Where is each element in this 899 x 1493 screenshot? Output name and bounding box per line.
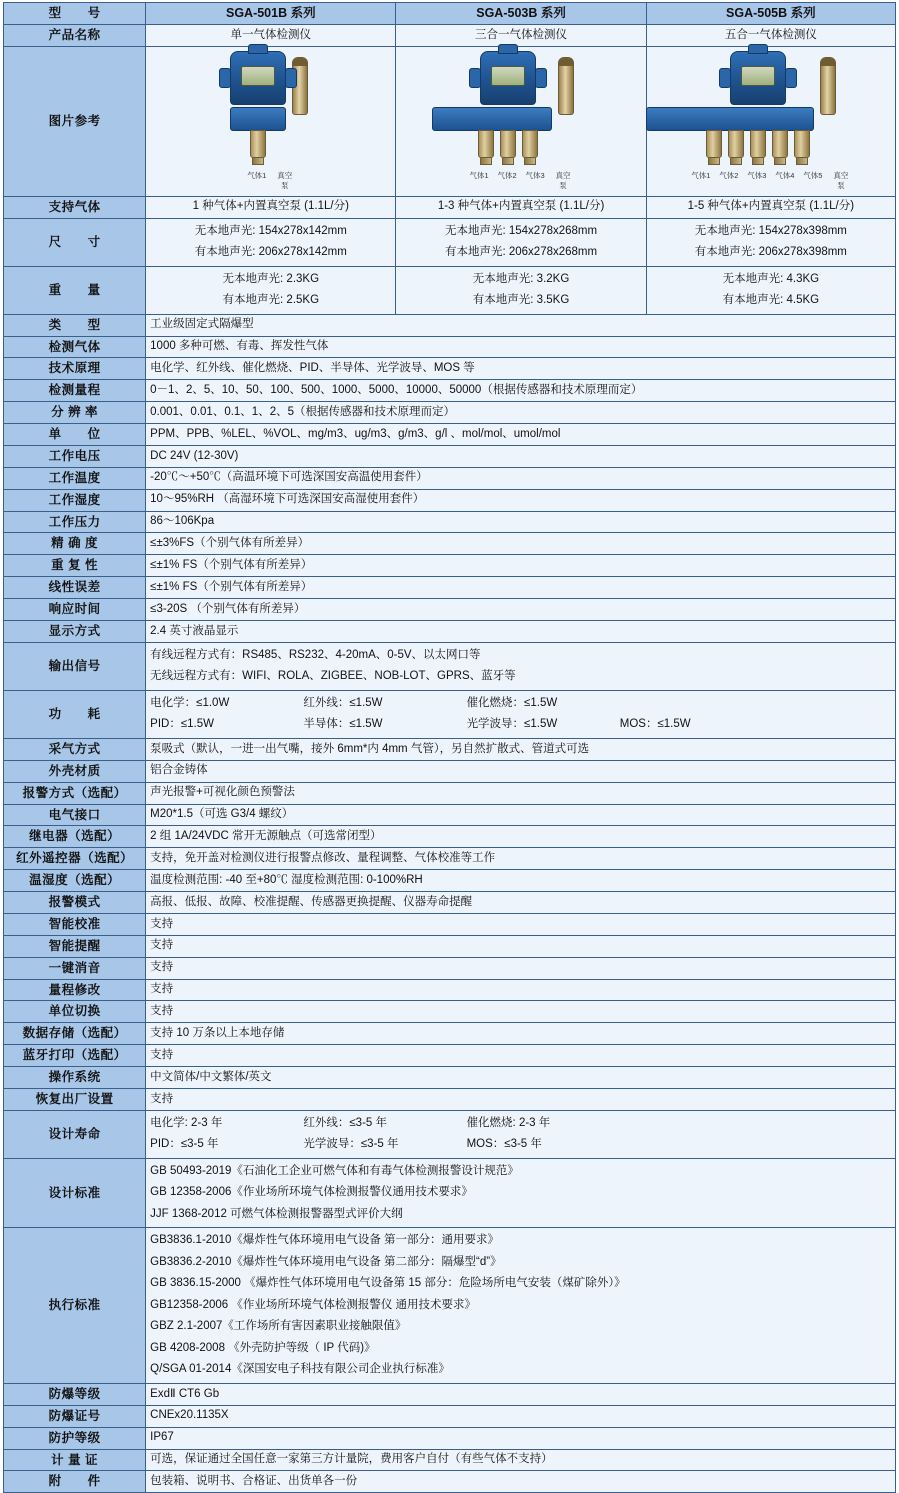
- caption-gas3: 气体3: [747, 171, 767, 181]
- row-label-size: 尺 寸: [4, 218, 146, 266]
- row-label-repeatability: 重 复 性: [4, 555, 146, 577]
- row-label-ex-cert: 防爆证号: [4, 1405, 146, 1427]
- row-value-pressure: 86～106Kpa: [146, 511, 896, 533]
- row-value-smart-reminder: 支持: [146, 935, 896, 957]
- caption-gas1: 气体1: [469, 171, 489, 181]
- table-row-display: [4, 620, 896, 642]
- table-row-smart-reminder: [4, 935, 896, 957]
- row-value-factory-reset: 支持: [146, 1088, 896, 1110]
- row-value-range-modify: 支持: [146, 979, 896, 1001]
- life-electrochemical: 电化学: 2-3 年: [150, 1116, 223, 1129]
- weight-505b-line1: 无本地声光: 4.3KG: [722, 272, 820, 285]
- power-catalytic: 催化燃烧：≤1.5W: [466, 696, 558, 709]
- table-row-electrical-interface: [4, 804, 896, 826]
- row-value-temperature: -20℃～+50℃（高温环境下可选深国安高温使用套件）: [146, 467, 896, 489]
- table-row-design-life: [4, 1110, 896, 1158]
- row-label-detect-gas: 检测气体: [4, 336, 146, 358]
- port-captions-505b: [651, 171, 891, 191]
- table-row-model: [4, 3, 896, 25]
- manifold-bar: [646, 107, 814, 131]
- table-row-accuracy: [4, 533, 896, 555]
- row-label-metrology-cert: 计 量 证: [4, 1449, 146, 1471]
- row-label-factory-reset: 恢复出厂设置: [4, 1088, 146, 1110]
- size-501b-line1: 无本地声光: 154x278x142mm: [194, 224, 347, 237]
- row-value-bluetooth-print: 支持: [146, 1045, 896, 1067]
- row-value-ir-remote: 支持，免开盖对检测仪进行报警点修改、量程调整、气体校准等工作: [146, 848, 896, 870]
- table-row-power: [4, 690, 896, 738]
- table-row-ip-grade: [4, 1427, 896, 1449]
- row-value-electrical-interface: M20*1.5（可选 G3/4 螺纹）: [146, 804, 896, 826]
- product-name-505b: 五合一气体检测仪: [646, 24, 895, 46]
- row-value-ex-cert: CNEx20.1135X: [146, 1405, 896, 1427]
- device-image-503b: [396, 46, 646, 196]
- table-row-ex-grade: [4, 1383, 896, 1405]
- row-label-temperature: 工作温度: [4, 467, 146, 489]
- table-row-repeatability: [4, 555, 896, 577]
- power-optical: 光学波导：≤1.5W: [466, 718, 558, 731]
- row-label-smart-calibration: 智能校准: [4, 913, 146, 935]
- gas-ports-5: [702, 130, 814, 165]
- row-label-pressure: 工作压力: [4, 511, 146, 533]
- row-value-shell-material: 铝合金铸体: [146, 760, 896, 782]
- power-mos: MOS：≤1.5W: [619, 718, 691, 731]
- row-label-display: 显示方式: [4, 620, 146, 642]
- table-row-ex-cert: [4, 1405, 896, 1427]
- caption-gas2: 气体2: [719, 171, 739, 181]
- table-row-unit-switch: [4, 1001, 896, 1023]
- design-standard-item: GB 12358-2006《作业场所环境气体检测报警仪通用技术要求》: [150, 1186, 473, 1199]
- row-label-ir-remote: 红外遥控器（选配）: [4, 848, 146, 870]
- weight-503b-line1: 无本地声光: 3.2KG: [472, 272, 570, 285]
- caption-gas5: 气体5: [803, 171, 823, 181]
- row-label-electrical-interface: 电气接口: [4, 804, 146, 826]
- power-electrochemical: 电化学：≤1.0W: [150, 696, 230, 709]
- row-label-alarm-type: 报警方式（选配）: [4, 782, 146, 804]
- row-value-metrology-cert: 可选，保证通过全国任意一家第三方计量院，费用客户自付（有些气体不支持）: [146, 1449, 896, 1471]
- row-value-data-storage: 支持 10 万条以上本地存储: [146, 1023, 896, 1045]
- row-value-accuracy: ≤±3%FS（个别气体有所差异）: [146, 533, 896, 555]
- size-505b-line2: 有本地声光: 206x278x398mm: [694, 246, 847, 259]
- row-value-detect-gas: 1000 多种可燃、有毒、挥发性气体: [146, 336, 896, 358]
- row-value-tech-principle: 电化学、红外线、催化燃烧、PID、半导体、光学波导、MOS 等: [146, 358, 896, 380]
- output-signal-wireless: 无线远程方式有：WIFI、ROLA、ZIGBEE、NOB-LOT、GPRS、蓝牙等: [150, 670, 516, 683]
- row-value-unit: PPM、PPB、%LEL、%VOL、mg/m3、ug/m3、g/m3、g/l 、mol/mol、umol/mol: [146, 424, 896, 446]
- table-row-humidity: [4, 489, 896, 511]
- table-row-image-ref: [4, 46, 896, 196]
- table-row-type: [4, 314, 896, 336]
- row-label-support-gas: 支持气体: [4, 196, 146, 218]
- table-row-detect-gas: [4, 336, 896, 358]
- row-value-humidity: 10～95%RH （高湿环境下可选深国安高湿使用套件）: [146, 489, 896, 511]
- design-standard-item: JJF 1368-2012 可燃气体检测报警器型式评价大纲: [150, 1207, 403, 1220]
- exec-standard-item: GBZ 2.1-2007《工作场所有害因素职业接触限值》: [150, 1320, 407, 1333]
- table-row-range-modify: [4, 979, 896, 1001]
- row-label-resolution: 分 辨 率: [4, 402, 146, 424]
- row-label-unit-switch: 单位切换: [4, 1001, 146, 1023]
- row-value-alarm-type: 声光报警+可视化颜色预警法: [146, 782, 896, 804]
- model-505b: SGA-505B 系列: [646, 3, 895, 25]
- row-value-output-signal: [146, 642, 896, 690]
- row-value-power: [146, 690, 896, 738]
- row-label-type: 类 型: [4, 314, 146, 336]
- row-value-resolution: 0.001、0.01、0.1、1、2、5（根据传感器和技术原理而定）: [146, 402, 896, 424]
- weight-505b: [646, 266, 895, 314]
- row-label-range: 检测量程: [4, 380, 146, 402]
- table-row-linearity: [4, 577, 896, 599]
- size-503b: [396, 218, 646, 266]
- row-label-one-key-mute: 一键消音: [4, 957, 146, 979]
- size-505b-line1: 无本地声光: 154x278x398mm: [694, 224, 847, 237]
- caption-pump: 真空泵: [833, 171, 849, 191]
- row-value-display: 2.4 英寸液晶显示: [146, 620, 896, 642]
- detector-head-icon: [730, 51, 786, 105]
- row-value-ip-grade: IP67: [146, 1427, 896, 1449]
- row-value-response-time: ≤3-20S （个别气体有所差异）: [146, 599, 896, 621]
- exec-standard-item: GB12358-2006 《作业场所环境气体检测报警仪 通用技术要求》: [150, 1298, 477, 1311]
- row-value-one-key-mute: 支持: [146, 957, 896, 979]
- life-pid: PID：≤3-5 年: [150, 1138, 219, 1151]
- support-gas-505b: 1-5 种气体+内置真空泵 (1.1L/分): [646, 196, 895, 218]
- table-row-metrology-cert: [4, 1449, 896, 1471]
- row-label-product-name: 产品名称: [4, 24, 146, 46]
- caption-gas1: 气体1: [247, 171, 267, 181]
- row-label-sampling: 采气方式: [4, 738, 146, 760]
- output-signal-wired: 有线远程方式有：RS485、RS232、4-20mA、0-5V、以太网口等: [150, 648, 481, 661]
- row-label-power: 功 耗: [4, 690, 146, 738]
- table-row-size: [4, 218, 896, 266]
- row-label-model: 型 号: [4, 3, 146, 25]
- row-value-accessories: 包装箱、说明书、合格证、出货单各一份: [146, 1471, 896, 1493]
- table-row-alarm-mode: [4, 892, 896, 914]
- row-value-sampling: 泵吸式（默认，一进一出气嘴，接外 6mm*内 4mm 气管），另自然扩散式、管道式可选: [146, 738, 896, 760]
- row-label-humidity: 工作湿度: [4, 489, 146, 511]
- exec-standard-item: GB3836.2-2010《爆炸性气体环境用电气设备 第二部分：隔爆型“d”》: [150, 1255, 502, 1268]
- power-line-1: [150, 693, 891, 715]
- life-infrared: 红外线：≤3-5 年: [303, 1116, 387, 1129]
- table-row-smart-calibration: [4, 913, 896, 935]
- life-catalytic: 催化燃烧: 2-3 年: [466, 1116, 551, 1129]
- table-row-pressure: [4, 511, 896, 533]
- weight-503b: [396, 266, 646, 314]
- product-name-503b: 三合一气体检测仪: [396, 24, 646, 46]
- caption-pump: 真空泵: [555, 171, 571, 191]
- power-pid: PID：≤1.5W: [150, 718, 214, 731]
- row-value-design-standard: [146, 1158, 896, 1228]
- port-captions-503b: [400, 171, 641, 191]
- manifold-bar: [230, 107, 286, 131]
- weight-501b-line2: 有本地声光: 2.5KG: [222, 294, 320, 307]
- row-label-design-life: 设计寿命: [4, 1110, 146, 1158]
- table-row-output-signal: [4, 642, 896, 690]
- table-row-factory-reset: [4, 1088, 896, 1110]
- row-label-smart-reminder: 智能提醒: [4, 935, 146, 957]
- row-value-voltage: DC 24V (12-30V): [146, 445, 896, 467]
- detector-head-icon: [480, 51, 536, 105]
- row-label-accuracy: 精 确 度: [4, 533, 146, 555]
- row-value-range: 0－1、2、5、10、50、100、500、1000、5000、10000、50000（根据传感器和技术原理而定）: [146, 380, 896, 402]
- row-label-range-modify: 量程修改: [4, 979, 146, 1001]
- support-gas-501b: 1 种气体+内置真空泵 (1.1L/分): [146, 196, 396, 218]
- table-row-bluetooth-print: [4, 1045, 896, 1067]
- table-row-design-standard: [4, 1158, 896, 1228]
- row-label-design-standard: 设计标准: [4, 1158, 146, 1228]
- exec-standard-item: GB 3836.15-2000 《爆炸性气体环境用电气设备第 15 部分：危险场所电气安装（煤矿除外）》: [150, 1277, 626, 1290]
- row-value-os: 中文简体/中文繁体/英文: [146, 1067, 896, 1089]
- design-standard-item: GB 50493-2019《石油化工企业可燃气体和有毒气体检测报警设计规范》: [150, 1164, 519, 1177]
- row-label-temp-humidity-option: 温湿度（选配）: [4, 870, 146, 892]
- table-row-support-gas: [4, 196, 896, 218]
- row-value-relay: 2 组 1A/24VDC 常开无源触点（可选常闭型）: [146, 826, 896, 848]
- table-row-voltage: [4, 445, 896, 467]
- specification-table: [3, 2, 896, 1493]
- row-label-bluetooth-print: 蓝牙打印（选配）: [4, 1045, 146, 1067]
- row-label-linearity: 线性误差: [4, 577, 146, 599]
- size-503b-line1: 无本地声光: 154x278x268mm: [444, 224, 598, 237]
- size-501b: [146, 218, 396, 266]
- table-row-product-name: [4, 24, 896, 46]
- row-label-weight: 重 量: [4, 266, 146, 314]
- row-label-output-signal: 输出信号: [4, 642, 146, 690]
- row-label-relay: 继电器（选配）: [4, 826, 146, 848]
- device-image-501b: [146, 46, 396, 196]
- support-gas-503b: 1-3 种气体+内置真空泵 (1.1L/分): [396, 196, 646, 218]
- row-label-alarm-mode: 报警模式: [4, 892, 146, 914]
- port-captions-501b: [150, 171, 391, 191]
- row-label-ex-grade: 防爆等级: [4, 1383, 146, 1405]
- gas-ports-3: [464, 130, 552, 165]
- weight-501b-line1: 无本地声光: 2.3KG: [222, 272, 320, 285]
- row-value-temp-humidity-option: 温度检测范围: -40 至+80℃ 湿度检测范围: 0-100%RH: [146, 870, 896, 892]
- power-line-2: [150, 714, 891, 736]
- power-infrared: 红外线：≤1.5W: [303, 696, 383, 709]
- weight-501b: [146, 266, 396, 314]
- caption-pump: 真空泵: [277, 171, 293, 191]
- table-row-sampling: [4, 738, 896, 760]
- caption-gas3: 气体3: [525, 171, 545, 181]
- model-501b: SGA-501B 系列: [146, 3, 396, 25]
- table-row-shell-material: [4, 760, 896, 782]
- table-row-resolution: [4, 402, 896, 424]
- table-row-weight: [4, 266, 896, 314]
- row-label-exec-standard: 执行标准: [4, 1228, 146, 1384]
- weight-503b-line2: 有本地声光: 3.5KG: [472, 294, 570, 307]
- row-label-image-ref: 图片参考: [4, 46, 146, 196]
- size-503b-line2: 有本地声光: 206x278x268mm: [444, 246, 598, 259]
- size-505b: [646, 218, 895, 266]
- design-life-line-2: [150, 1134, 891, 1156]
- row-value-exec-standard: [146, 1228, 896, 1384]
- detector-head-icon: [230, 51, 286, 105]
- row-value-alarm-mode: 高报、低报、故障、校准提醒、传感器更换提醒、仪器寿命提醒: [146, 892, 896, 914]
- product-name-501b: 单一气体检测仪: [146, 24, 396, 46]
- row-value-repeatability: ≤±1% FS（个别气体有所差异）: [146, 555, 896, 577]
- exec-standard-item: GB 4208-2008 《外壳防护等级（ IP 代码)》: [150, 1341, 376, 1354]
- row-value-ex-grade: ExdⅡ CT6 Gb: [146, 1383, 896, 1405]
- gas-ports-1: [230, 130, 286, 165]
- table-row-range: [4, 380, 896, 402]
- row-value-linearity: ≤±1% FS（个别气体有所差异）: [146, 577, 896, 599]
- vacuum-pump-icon: [558, 57, 574, 115]
- weight-505b-line2: 有本地声光: 4.5KG: [722, 294, 820, 307]
- row-label-voltage: 工作电压: [4, 445, 146, 467]
- device-image-505b: [646, 46, 895, 196]
- row-value-smart-calibration: 支持: [146, 913, 896, 935]
- row-label-response-time: 响应时间: [4, 599, 146, 621]
- row-label-data-storage: 数据存储（选配）: [4, 1023, 146, 1045]
- spec-sheet: [0, 2, 899, 1493]
- caption-gas4: 气体4: [775, 171, 795, 181]
- table-row-data-storage: [4, 1023, 896, 1045]
- table-row-temp-humidity-option: [4, 870, 896, 892]
- row-label-unit: 单 位: [4, 424, 146, 446]
- table-row-os: [4, 1067, 896, 1089]
- table-row-one-key-mute: [4, 957, 896, 979]
- row-label-accessories: 附 件: [4, 1471, 146, 1493]
- table-row-temperature: [4, 467, 896, 489]
- row-label-tech-principle: 技术原理: [4, 358, 146, 380]
- caption-gas1: 气体1: [691, 171, 711, 181]
- row-value-design-life: [146, 1110, 896, 1158]
- row-label-ip-grade: 防护等级: [4, 1427, 146, 1449]
- table-row-alarm-type: [4, 782, 896, 804]
- row-value-unit-switch: 支持: [146, 1001, 896, 1023]
- model-503b: SGA-503B 系列: [396, 3, 646, 25]
- exec-standard-item: Q/SGA 01-2014《深国安电子科技有限公司企业执行标准》: [150, 1363, 450, 1376]
- caption-gas2: 气体2: [497, 171, 517, 181]
- life-mos: MOS：≤3-5 年: [466, 1138, 542, 1151]
- table-row-exec-standard: [4, 1228, 896, 1384]
- row-label-shell-material: 外壳材质: [4, 760, 146, 782]
- table-row-relay: [4, 826, 896, 848]
- table-row-response-time: [4, 599, 896, 621]
- table-row-tech-principle: [4, 358, 896, 380]
- exec-standard-item: GB3836.1-2010《爆炸性气体环境用电气设备 第一部分：通用要求》: [150, 1234, 500, 1247]
- design-life-line-1: [150, 1113, 891, 1135]
- row-label-os: 操作系统: [4, 1067, 146, 1089]
- row-value-type: 工业级固定式隔爆型: [146, 314, 896, 336]
- vacuum-pump-icon: [820, 57, 836, 115]
- power-semiconductor: 半导体：≤1.5W: [303, 718, 383, 731]
- table-row-accessories: [4, 1471, 896, 1493]
- manifold-bar: [432, 107, 552, 131]
- size-501b-line2: 有本地声光: 206x278x142mm: [194, 246, 347, 259]
- table-row-ir-remote: [4, 848, 896, 870]
- table-row-unit: [4, 424, 896, 446]
- life-optical: 光学波导：≤3-5 年: [303, 1138, 399, 1151]
